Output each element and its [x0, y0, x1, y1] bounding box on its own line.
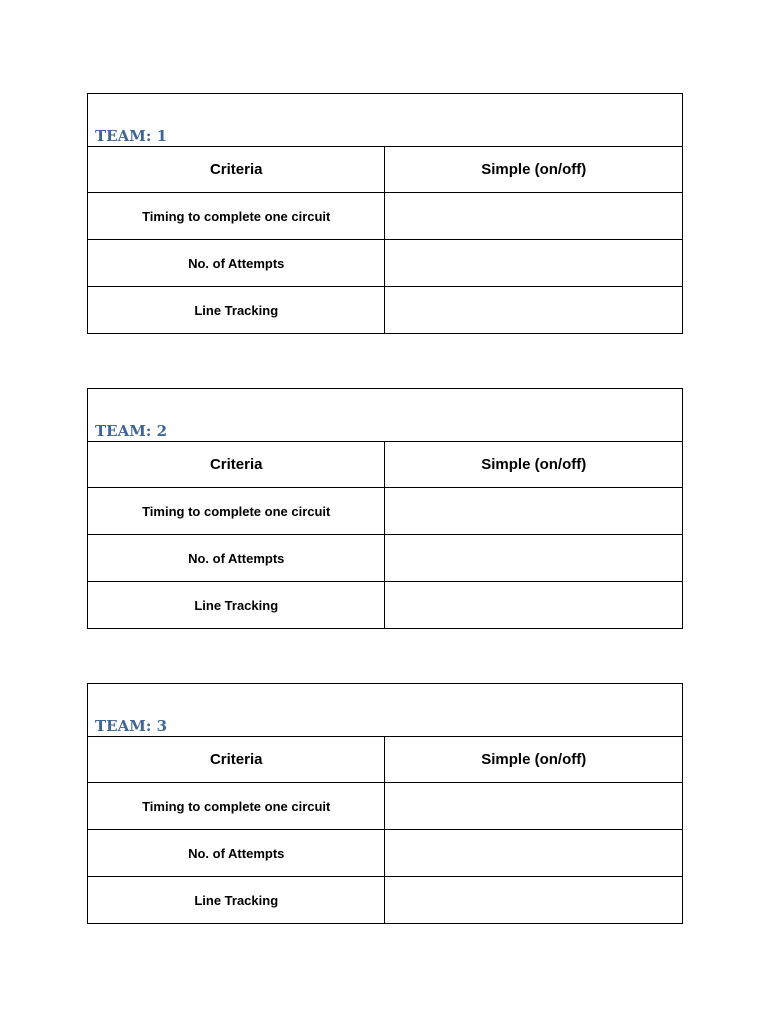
team-1-table: [87, 93, 683, 334]
team-title-row: [88, 684, 683, 737]
criteria-cell: No. of Attempts: [88, 535, 385, 582]
team-title: TEAM: 1: [95, 127, 168, 145]
table-row: [88, 535, 683, 582]
team-title: TEAM: 3: [95, 717, 168, 735]
value-cell[interactable]: [385, 193, 683, 240]
criteria-cell: Line Tracking: [88, 287, 385, 334]
value-cell[interactable]: [385, 582, 683, 629]
table-row: [88, 830, 683, 877]
criteria-cell: Timing to complete one circuit: [88, 783, 385, 830]
criteria-cell: No. of Attempts: [88, 240, 385, 287]
criteria-cell: Line Tracking: [88, 877, 385, 924]
table-header-row: [88, 442, 683, 488]
team-title-cell: [88, 684, 683, 737]
criteria-cell: Timing to complete one circuit: [88, 488, 385, 535]
team-title: TEAM: 2: [95, 422, 168, 440]
table-row: [88, 783, 683, 830]
table-header-row: [88, 147, 683, 193]
criteria-cell: Line Tracking: [88, 582, 385, 629]
value-cell[interactable]: [385, 830, 683, 877]
value-cell[interactable]: [385, 877, 683, 924]
simple-header: Simple (on/off): [385, 737, 683, 783]
team-3-table: [87, 683, 683, 924]
value-cell[interactable]: [385, 488, 683, 535]
criteria-header: Criteria: [88, 737, 385, 783]
table-row: [88, 193, 683, 240]
criteria-cell: Timing to complete one circuit: [88, 193, 385, 240]
simple-header: Simple (on/off): [385, 147, 683, 193]
table-row: [88, 488, 683, 535]
team-title-row: [88, 94, 683, 147]
simple-header: Simple (on/off): [385, 442, 683, 488]
value-cell[interactable]: [385, 240, 683, 287]
team-title-cell: [88, 389, 683, 442]
table-row: [88, 877, 683, 924]
criteria-header: Criteria: [88, 442, 385, 488]
value-cell[interactable]: [385, 535, 683, 582]
value-cell[interactable]: [385, 783, 683, 830]
table-row: [88, 240, 683, 287]
value-cell[interactable]: [385, 287, 683, 334]
criteria-header: Criteria: [88, 147, 385, 193]
team-2-table: [87, 388, 683, 629]
team-title-row: [88, 389, 683, 442]
table-row: [88, 287, 683, 334]
table-header-row: [88, 737, 683, 783]
table-row: [88, 582, 683, 629]
criteria-cell: No. of Attempts: [88, 830, 385, 877]
team-title-cell: [88, 94, 683, 147]
